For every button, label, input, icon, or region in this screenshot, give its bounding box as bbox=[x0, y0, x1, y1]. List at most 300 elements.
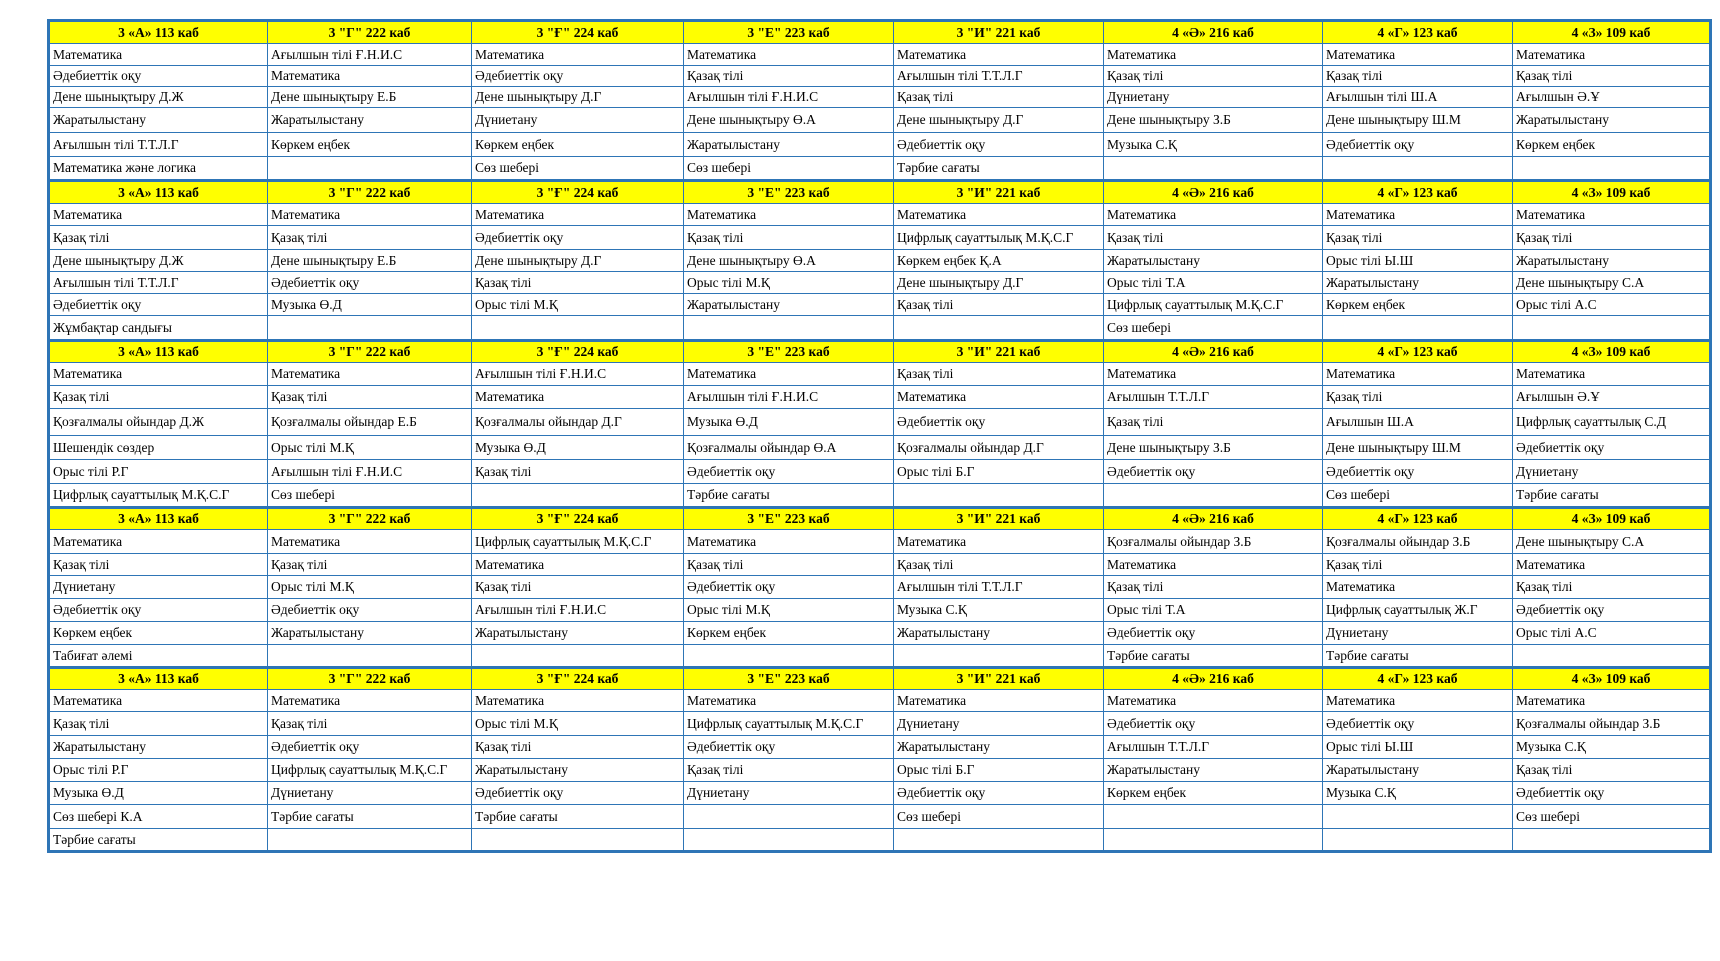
lesson-cell: Цифрлық сауаттылық М.Қ.С.Г bbox=[684, 712, 894, 736]
lesson-cell: Әдебиеттік оқу bbox=[684, 576, 894, 599]
lesson-cell: Сөз шебері bbox=[1513, 805, 1711, 829]
lesson-row bbox=[49, 622, 1711, 645]
lesson-cell: Әдебиеттік оқу bbox=[472, 782, 684, 805]
lesson-cell: Ағылшын тілі Ғ.Н.И.С bbox=[684, 386, 894, 409]
lesson-cell: Математика bbox=[894, 530, 1104, 554]
lesson-cell: Дене шынықтыру Д.Ж bbox=[49, 250, 268, 272]
lesson-cell: Ағылшын тілі Ғ.Н.И.С bbox=[268, 460, 472, 484]
class-header-cell: 4 «З» 109 каб bbox=[1513, 341, 1711, 363]
class-header-cell: 4 «Г» 123 каб bbox=[1323, 341, 1513, 363]
timetable bbox=[47, 19, 1709, 944]
lesson-cell: Әдебиеттік оқу bbox=[49, 66, 268, 87]
lesson-cell: Қазақ тілі bbox=[1513, 66, 1711, 87]
lesson-cell: Қазақ тілі bbox=[1104, 226, 1323, 250]
class-header-cell: 4 «З» 109 каб bbox=[1513, 668, 1711, 690]
lesson-cell: Математика bbox=[1104, 204, 1323, 226]
lesson-cell: Орыс тілі Р.Г bbox=[49, 460, 268, 484]
class-header-cell: 4 «Г» 123 каб bbox=[1323, 21, 1513, 44]
lesson-cell: Дүниетану bbox=[1513, 460, 1711, 484]
lesson-cell: Ағылшын тілі Ғ.Н.И.С bbox=[472, 363, 684, 386]
lesson-cell: Математика bbox=[894, 204, 1104, 226]
class-header-cell: 3 "Ғ" 224 каб bbox=[472, 341, 684, 363]
lesson-cell bbox=[1104, 157, 1323, 181]
lesson-cell: Музыка С.Қ bbox=[894, 599, 1104, 622]
lesson-cell: Математика bbox=[684, 44, 894, 66]
lesson-cell: Дене шынықтыру З.Б bbox=[1104, 108, 1323, 133]
lesson-cell bbox=[1104, 805, 1323, 829]
lesson-cell bbox=[894, 484, 1104, 508]
lesson-row bbox=[49, 409, 1711, 436]
lesson-cell: Қазақ тілі bbox=[1323, 386, 1513, 409]
lesson-row bbox=[49, 436, 1711, 460]
lesson-cell: Қазақ тілі bbox=[1104, 66, 1323, 87]
lesson-cell: Әдебиеттік оқу bbox=[894, 133, 1104, 157]
class-header-cell: 3 «А» 113 каб bbox=[49, 668, 268, 690]
lesson-cell: Орыс тілі Б.Г bbox=[894, 460, 1104, 484]
lesson-cell: Дүниетану bbox=[894, 712, 1104, 736]
lesson-cell: Қазақ тілі bbox=[49, 386, 268, 409]
lesson-cell bbox=[472, 645, 684, 668]
lesson-cell: Математика bbox=[268, 204, 472, 226]
lesson-cell: Дене шынықтыру Ө.А bbox=[684, 250, 894, 272]
lesson-cell bbox=[1104, 829, 1323, 852]
lesson-cell: Әдебиеттік оқу bbox=[1323, 133, 1513, 157]
class-header-cell: 3 "И" 221 каб bbox=[894, 21, 1104, 44]
lesson-cell: Музыка С.Қ bbox=[1513, 736, 1711, 759]
lesson-cell bbox=[268, 829, 472, 852]
lesson-cell: Қазақ тілі bbox=[1323, 66, 1513, 87]
lesson-cell: Сөз шебері bbox=[894, 805, 1104, 829]
lesson-cell: Қазақ тілі bbox=[268, 554, 472, 576]
class-header-cell: 4 «З» 109 каб bbox=[1513, 508, 1711, 530]
lesson-cell: Көркем еңбек bbox=[268, 133, 472, 157]
lesson-cell: Тәрбие сағаты bbox=[49, 829, 268, 852]
lesson-cell: Қазақ тілі bbox=[472, 272, 684, 294]
lesson-cell: Қазақ тілі bbox=[268, 712, 472, 736]
lesson-cell: Музыка Ө.Д bbox=[472, 436, 684, 460]
lesson-cell: Қозғалмалы ойындар Ө.А bbox=[684, 436, 894, 460]
lesson-cell: Көркем еңбек bbox=[1513, 133, 1711, 157]
lesson-row bbox=[49, 204, 1711, 226]
lesson-row bbox=[49, 294, 1711, 316]
lesson-cell: Математика bbox=[49, 204, 268, 226]
lesson-cell: Жаратылыстану bbox=[1323, 759, 1513, 782]
lesson-cell: Қозғалмалы ойындар З.Б bbox=[1104, 530, 1323, 554]
lesson-cell: Жаратылыстану bbox=[684, 294, 894, 316]
lesson-cell: Математика bbox=[472, 554, 684, 576]
lesson-row bbox=[49, 712, 1711, 736]
lesson-row bbox=[49, 250, 1711, 272]
lesson-cell: Музыка Ө.Д bbox=[684, 409, 894, 436]
lesson-cell: Орыс тілі Р.Г bbox=[49, 759, 268, 782]
lesson-cell: Математика bbox=[268, 530, 472, 554]
lesson-cell: Дене шынықтыру Ш.М bbox=[1323, 436, 1513, 460]
lesson-cell: Музыка Ө.Д bbox=[49, 782, 268, 805]
lesson-cell: Орыс тілі М.Қ bbox=[472, 294, 684, 316]
class-header-cell: 3 "Г" 222 каб bbox=[268, 508, 472, 530]
lesson-cell: Қазақ тілі bbox=[472, 460, 684, 484]
lesson-row bbox=[49, 66, 1711, 87]
lesson-row bbox=[49, 576, 1711, 599]
lesson-cell: Ағылшын тілі Ғ.Н.И.С bbox=[268, 44, 472, 66]
class-header-row bbox=[49, 21, 1711, 44]
lesson-cell: Математика bbox=[684, 204, 894, 226]
lesson-cell: Дене шынықтыру Д.Ж bbox=[49, 87, 268, 108]
class-header-cell: 3 "И" 221 каб bbox=[894, 341, 1104, 363]
lesson-row bbox=[49, 782, 1711, 805]
lesson-cell: Жаратылыстану bbox=[268, 622, 472, 645]
lesson-cell: Ағылшын тілі Т.Т.Л.Г bbox=[49, 272, 268, 294]
lesson-cell: Қазақ тілі bbox=[684, 554, 894, 576]
lesson-cell: Әдебиеттік оқу bbox=[268, 599, 472, 622]
lesson-cell: Цифрлық сауаттылық М.Қ.С.Г bbox=[894, 226, 1104, 250]
lesson-row bbox=[49, 530, 1711, 554]
lesson-cell: Қазақ тілі bbox=[1513, 576, 1711, 599]
lesson-cell: Әдебиеттік оқу bbox=[472, 226, 684, 250]
lesson-cell: Цифрлық сауаттылық М.Қ.С.Г bbox=[1104, 294, 1323, 316]
lesson-cell: Тәрбие сағаты bbox=[1323, 645, 1513, 668]
lesson-cell: Цифрлық сауаттылық С.Д bbox=[1513, 409, 1711, 436]
lesson-cell: Дене шынықтыру Ө.А bbox=[684, 108, 894, 133]
lesson-cell: Ағылшын тілі Ғ.Н.И.С bbox=[684, 87, 894, 108]
lesson-cell: Қозғалмалы ойындар Д.Ж bbox=[49, 409, 268, 436]
lesson-cell: Математика bbox=[894, 44, 1104, 66]
lesson-cell: Ағылшын тілі Ш.А bbox=[1323, 87, 1513, 108]
class-header-cell: 4 «Г» 123 каб bbox=[1323, 181, 1513, 204]
lesson-cell: Әдебиеттік оқу bbox=[1104, 460, 1323, 484]
lesson-cell: Дүниетану bbox=[268, 782, 472, 805]
lesson-cell: Жаратылыстану bbox=[1104, 759, 1323, 782]
lesson-cell: Қазақ тілі bbox=[1323, 226, 1513, 250]
lesson-cell: Орыс тілі Б.Г bbox=[894, 759, 1104, 782]
class-header-cell: 4 «Г» 123 каб bbox=[1323, 508, 1513, 530]
lesson-cell bbox=[684, 316, 894, 341]
lesson-row bbox=[49, 44, 1711, 66]
lesson-cell: Қазақ тілі bbox=[49, 712, 268, 736]
lesson-cell: Көркем еңбек Қ.А bbox=[894, 250, 1104, 272]
lesson-cell: Математика bbox=[1104, 363, 1323, 386]
class-header-cell: 3 «А» 113 каб bbox=[49, 508, 268, 530]
class-header-cell: 3 "И" 221 каб bbox=[894, 508, 1104, 530]
lesson-cell: Шешендік сөздер bbox=[49, 436, 268, 460]
lesson-cell: Ағылшын Ш.А bbox=[1323, 409, 1513, 436]
lesson-cell: Қазақ тілі bbox=[684, 226, 894, 250]
lesson-cell: Қазақ тілі bbox=[268, 226, 472, 250]
lesson-cell: Дене шынықтыру С.А bbox=[1513, 530, 1711, 554]
lesson-cell: Орыс тілі М.Қ bbox=[268, 436, 472, 460]
lesson-cell: Әдебиеттік оқу bbox=[268, 736, 472, 759]
lesson-cell: Қазақ тілі bbox=[472, 736, 684, 759]
lesson-cell: Музыка С.Қ bbox=[1323, 782, 1513, 805]
class-header-cell: 3 «А» 113 каб bbox=[49, 21, 268, 44]
lesson-cell: Жұмбақтар сандығы bbox=[49, 316, 268, 341]
lesson-cell: Дүниетану bbox=[49, 576, 268, 599]
class-header-cell: 3 "Ғ" 224 каб bbox=[472, 21, 684, 44]
lesson-cell: Математика bbox=[268, 363, 472, 386]
lesson-cell: Дене шынықтыру Д.Г bbox=[894, 272, 1104, 294]
lesson-cell: Жаратылыстану bbox=[894, 736, 1104, 759]
lesson-cell bbox=[268, 316, 472, 341]
lesson-cell: Орыс тілі Т.А bbox=[1104, 599, 1323, 622]
lesson-cell: Математика bbox=[472, 44, 684, 66]
lesson-cell: Қазақ тілі bbox=[684, 759, 894, 782]
lesson-cell bbox=[1513, 157, 1711, 181]
lesson-cell: Математика bbox=[1323, 576, 1513, 599]
lesson-row bbox=[49, 272, 1711, 294]
lesson-cell: Математика bbox=[1323, 204, 1513, 226]
lesson-cell: Дене шынықтыру Е.Б bbox=[268, 250, 472, 272]
lesson-cell: Жаратылыстану bbox=[268, 108, 472, 133]
lesson-cell: Математика bbox=[1513, 363, 1711, 386]
lesson-cell: Тәрбие сағаты bbox=[684, 484, 894, 508]
lesson-row bbox=[49, 363, 1711, 386]
lesson-cell: Көркем еңбек bbox=[472, 133, 684, 157]
lesson-row bbox=[49, 460, 1711, 484]
lesson-cell: Тәрбие сағаты bbox=[268, 805, 472, 829]
lesson-cell: Қазақ тілі bbox=[49, 554, 268, 576]
lesson-cell: Дүниетану bbox=[1104, 87, 1323, 108]
lesson-row bbox=[49, 226, 1711, 250]
class-header-cell: 3 "Г" 222 каб bbox=[268, 21, 472, 44]
class-header-cell: 3 "Г" 222 каб bbox=[268, 341, 472, 363]
lesson-cell: Жаратылыстану bbox=[1323, 272, 1513, 294]
lesson-cell: Дүниетану bbox=[684, 782, 894, 805]
class-header-cell: 3 "Е" 223 каб bbox=[684, 341, 894, 363]
lesson-cell bbox=[1323, 157, 1513, 181]
lesson-cell: Әдебиеттік оқу bbox=[894, 782, 1104, 805]
lesson-cell: Сөз шебері К.А bbox=[49, 805, 268, 829]
lesson-cell: Әдебиеттік оқу bbox=[894, 409, 1104, 436]
lesson-cell: Орыс тілі М.Қ bbox=[268, 576, 472, 599]
lesson-cell: Тәрбие сағаты bbox=[1513, 484, 1711, 508]
class-header-cell: 3 «А» 113 каб bbox=[49, 341, 268, 363]
lesson-cell: Сөз шебері bbox=[684, 157, 894, 181]
lesson-cell: Әдебиеттік оқу bbox=[472, 66, 684, 87]
lesson-cell: Қазақ тілі bbox=[268, 386, 472, 409]
lesson-cell: Математика bbox=[472, 690, 684, 712]
lesson-cell: Математика bbox=[1104, 44, 1323, 66]
class-header-cell: 3 "Ғ" 224 каб bbox=[472, 668, 684, 690]
lesson-cell: Дүниетану bbox=[1323, 622, 1513, 645]
lesson-cell: Математика bbox=[268, 66, 472, 87]
lesson-cell bbox=[1323, 316, 1513, 341]
lesson-cell: Музыка Ө.Д bbox=[268, 294, 472, 316]
lesson-cell: Цифрлық сауаттылық М.Қ.С.Г bbox=[268, 759, 472, 782]
lesson-cell bbox=[894, 829, 1104, 852]
lesson-cell: Математика bbox=[1323, 44, 1513, 66]
class-header-cell: 4 «Ә» 216 каб bbox=[1104, 181, 1323, 204]
lesson-cell: Қазақ тілі bbox=[894, 363, 1104, 386]
lesson-cell bbox=[268, 157, 472, 181]
lesson-cell bbox=[268, 645, 472, 668]
class-header-cell: 4 «З» 109 каб bbox=[1513, 21, 1711, 44]
lesson-cell: Ағылшын тілі Т.Т.Л.Г bbox=[894, 66, 1104, 87]
lesson-cell: Қазақ тілі bbox=[894, 87, 1104, 108]
lesson-cell: Жаратылыстану bbox=[472, 622, 684, 645]
lesson-cell: Қазақ тілі bbox=[1323, 554, 1513, 576]
class-header-cell: 3 "Е" 223 каб bbox=[684, 21, 894, 44]
lesson-cell: Дене шынықтыру Е.Б bbox=[268, 87, 472, 108]
class-header-row bbox=[49, 668, 1711, 690]
lesson-cell: Әдебиеттік оқу bbox=[1513, 782, 1711, 805]
lesson-cell: Әдебиеттік оқу bbox=[1513, 436, 1711, 460]
lesson-row bbox=[49, 736, 1711, 759]
lesson-cell: Қазақ тілі bbox=[1104, 409, 1323, 436]
lesson-cell: Орыс тілі А.С bbox=[1513, 622, 1711, 645]
lesson-cell: Математика bbox=[684, 363, 894, 386]
class-header-row bbox=[49, 181, 1711, 204]
lesson-cell bbox=[472, 316, 684, 341]
lesson-cell: Қазақ тілі bbox=[1513, 226, 1711, 250]
lesson-cell: Математика bbox=[49, 44, 268, 66]
lesson-cell: Әдебиеттік оқу bbox=[1104, 712, 1323, 736]
class-header-cell: 4 «Г» 123 каб bbox=[1323, 668, 1513, 690]
lesson-cell: Әдебиеттік оқу bbox=[1323, 460, 1513, 484]
lesson-row bbox=[49, 554, 1711, 576]
lesson-cell: Цифрлық сауаттылық Ж.Г bbox=[1323, 599, 1513, 622]
lesson-cell: Әдебиеттік оқу bbox=[684, 736, 894, 759]
lesson-cell bbox=[1513, 645, 1711, 668]
class-header-cell: 3 «А» 113 каб bbox=[49, 181, 268, 204]
lesson-row bbox=[49, 690, 1711, 712]
class-header-cell: 3 "Г" 222 каб bbox=[268, 668, 472, 690]
lesson-cell: Көркем еңбек bbox=[684, 622, 894, 645]
lesson-cell: Дене шынықтыру С.А bbox=[1513, 272, 1711, 294]
lesson-cell: Тәрбие сағаты bbox=[1104, 645, 1323, 668]
lesson-cell: Математика bbox=[1513, 690, 1711, 712]
lesson-cell: Математика bbox=[472, 204, 684, 226]
lesson-cell: Математика bbox=[49, 690, 268, 712]
lesson-cell: Математика bbox=[49, 530, 268, 554]
lesson-cell: Дене шынықтыру Д.Г bbox=[472, 250, 684, 272]
lesson-cell: Жаратылыстану bbox=[472, 759, 684, 782]
lesson-row bbox=[49, 759, 1711, 782]
lesson-cell: Қозғалмалы ойындар Е.Б bbox=[268, 409, 472, 436]
lesson-cell: Әдебиеттік оқу bbox=[268, 272, 472, 294]
lesson-row bbox=[49, 805, 1711, 829]
lesson-cell: Ағылшын Т.Т.Л.Г bbox=[1104, 386, 1323, 409]
lesson-cell: Әдебиеттік оқу bbox=[49, 294, 268, 316]
lesson-cell bbox=[684, 829, 894, 852]
lesson-cell: Сөз шебері bbox=[1323, 484, 1513, 508]
class-header-cell: 4 «Ә» 216 каб bbox=[1104, 21, 1323, 44]
lesson-cell: Математика bbox=[894, 386, 1104, 409]
lesson-cell: Табиғат әлемі bbox=[49, 645, 268, 668]
lesson-cell: Орыс тілі Ы.Ш bbox=[1323, 250, 1513, 272]
lesson-cell: Математика bbox=[1513, 554, 1711, 576]
lesson-cell: Математика bbox=[268, 690, 472, 712]
lesson-cell: Орыс тілі М.Қ bbox=[684, 272, 894, 294]
lesson-cell: Математика bbox=[472, 386, 684, 409]
lesson-cell: Қазақ тілі bbox=[49, 226, 268, 250]
lesson-cell: Әдебиеттік оқу bbox=[1104, 622, 1323, 645]
lesson-cell: Көркем еңбек bbox=[1323, 294, 1513, 316]
lesson-cell: Математика bbox=[1104, 690, 1323, 712]
lesson-cell bbox=[894, 645, 1104, 668]
lesson-cell: Дене шынықтыру З.Б bbox=[1104, 436, 1323, 460]
lesson-cell: Дене шынықтыру Д.Г bbox=[472, 87, 684, 108]
lesson-row bbox=[49, 108, 1711, 133]
lesson-cell: Жаратылыстану bbox=[894, 622, 1104, 645]
lesson-cell: Қазақ тілі bbox=[684, 66, 894, 87]
class-header-cell: 3 "Е" 223 каб bbox=[684, 668, 894, 690]
lesson-cell: Музыка С.Қ bbox=[1104, 133, 1323, 157]
lesson-cell: Сөз шебері bbox=[268, 484, 472, 508]
lesson-cell bbox=[684, 805, 894, 829]
lesson-row bbox=[49, 133, 1711, 157]
lesson-cell: Ағылшын Ә.Ұ bbox=[1513, 386, 1711, 409]
lesson-cell: Ағылшын тілі Ғ.Н.И.С bbox=[472, 599, 684, 622]
lesson-cell: Орыс тілі М.Қ bbox=[472, 712, 684, 736]
lesson-cell: Ағылшын Ә.Ұ bbox=[1513, 87, 1711, 108]
lesson-cell: Орыс тілі А.С bbox=[1513, 294, 1711, 316]
lesson-cell: Математика bbox=[1513, 204, 1711, 226]
class-header-cell: 3 "Е" 223 каб bbox=[684, 508, 894, 530]
lesson-cell: Математика bbox=[1323, 363, 1513, 386]
class-header-cell: 4 «Ә» 216 каб bbox=[1104, 508, 1323, 530]
class-header-cell: 3 "И" 221 каб bbox=[894, 181, 1104, 204]
lesson-cell: Көркем еңбек bbox=[1104, 782, 1323, 805]
class-header-cell: 3 "Г" 222 каб bbox=[268, 181, 472, 204]
class-header-cell: 3 "Ғ" 224 каб bbox=[472, 508, 684, 530]
lesson-row bbox=[49, 87, 1711, 108]
lesson-cell: Қазақ тілі bbox=[1513, 759, 1711, 782]
lesson-cell: Қазақ тілі bbox=[894, 294, 1104, 316]
lesson-cell: Сөз шебері bbox=[472, 157, 684, 181]
lesson-cell: Дене шынықтыру Д.Г bbox=[894, 108, 1104, 133]
lesson-cell: Қозғалмалы ойындар З.Б bbox=[1513, 712, 1711, 736]
class-header-cell: 4 «З» 109 каб bbox=[1513, 181, 1711, 204]
lesson-cell: Тәрбие сағаты bbox=[894, 157, 1104, 181]
lesson-row bbox=[49, 157, 1711, 181]
lesson-cell: Математика bbox=[1323, 690, 1513, 712]
lesson-cell: Дүниетану bbox=[472, 108, 684, 133]
lesson-cell: Математика bbox=[684, 530, 894, 554]
lesson-cell: Қозғалмалы ойындар З.Б bbox=[1323, 530, 1513, 554]
lesson-row bbox=[49, 829, 1711, 852]
lesson-cell bbox=[1104, 484, 1323, 508]
lesson-cell: Математика және логика bbox=[49, 157, 268, 181]
lesson-cell: Әдебиеттік оқу bbox=[684, 460, 894, 484]
lesson-cell: Математика bbox=[894, 690, 1104, 712]
lesson-cell: Орыс тілі М.Қ bbox=[684, 599, 894, 622]
schedule-table bbox=[47, 19, 1712, 853]
class-header-row bbox=[49, 508, 1711, 530]
lesson-cell: Әдебиеттік оқу bbox=[1323, 712, 1513, 736]
lesson-row bbox=[49, 316, 1711, 341]
lesson-cell: Сөз шебері bbox=[1104, 316, 1323, 341]
lesson-row bbox=[49, 386, 1711, 409]
lesson-cell: Қозғалмалы ойындар Д.Г bbox=[894, 436, 1104, 460]
lesson-cell bbox=[894, 316, 1104, 341]
lesson-cell: Математика bbox=[1513, 44, 1711, 66]
lesson-cell: Әдебиеттік оқу bbox=[1513, 599, 1711, 622]
lesson-cell bbox=[684, 645, 894, 668]
lesson-cell bbox=[1513, 316, 1711, 341]
lesson-cell: Жаратылыстану bbox=[1104, 250, 1323, 272]
class-header-cell: 4 «Ә» 216 каб bbox=[1104, 341, 1323, 363]
lesson-cell: Ағылшын тілі Т.Т.Л.Г bbox=[894, 576, 1104, 599]
lesson-cell: Тәрбие сағаты bbox=[472, 805, 684, 829]
class-header-cell: 3 "Ғ" 224 каб bbox=[472, 181, 684, 204]
lesson-row bbox=[49, 599, 1711, 622]
lesson-cell bbox=[1323, 829, 1513, 852]
class-header-cell: 4 «Ә» 216 каб bbox=[1104, 668, 1323, 690]
lesson-cell: Орыс тілі Ы.Ш bbox=[1323, 736, 1513, 759]
lesson-cell: Қазақ тілі bbox=[472, 576, 684, 599]
lesson-cell bbox=[1513, 829, 1711, 852]
lesson-cell: Цифрлық сауаттылық М.Қ.С.Г bbox=[472, 530, 684, 554]
